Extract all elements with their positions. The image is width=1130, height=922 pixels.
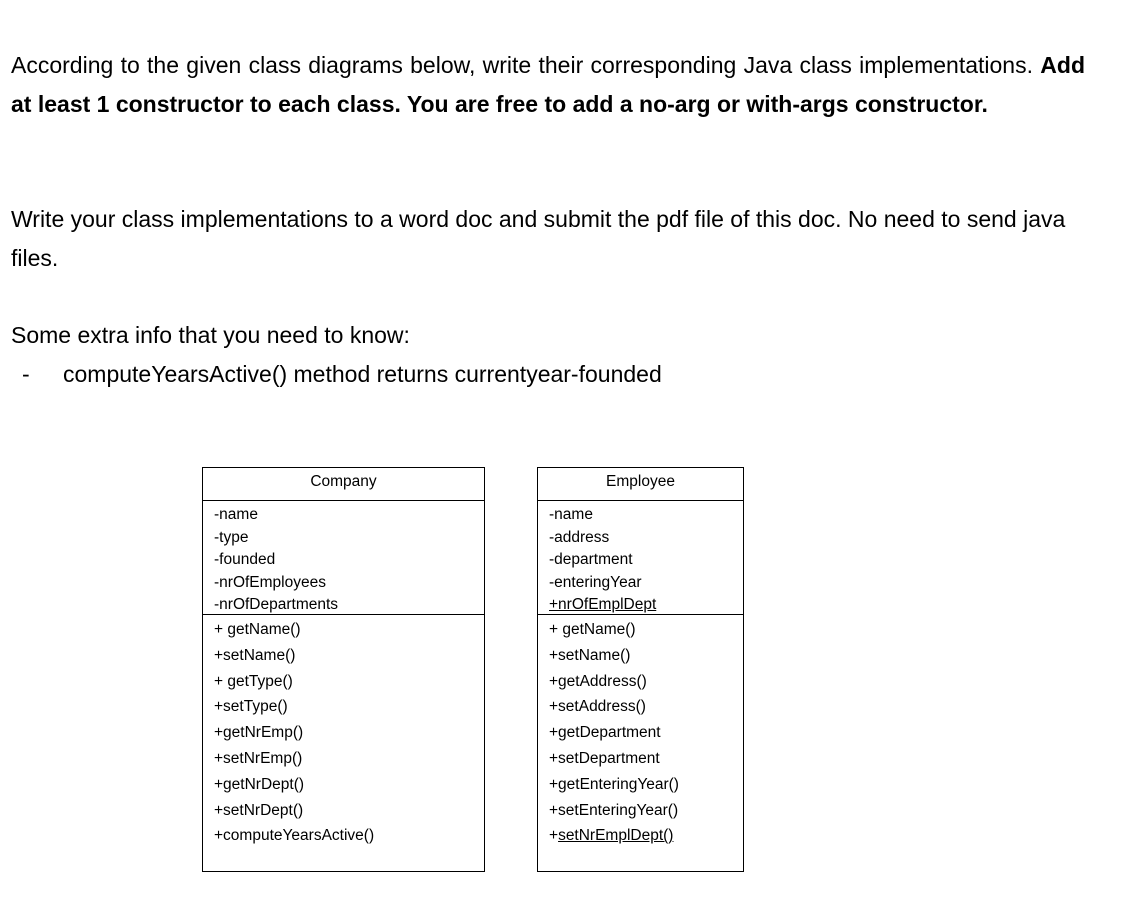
method: +setName() <box>549 646 631 664</box>
class-attributes <box>538 501 743 615</box>
attribute: -name <box>549 506 593 523</box>
method: +getDepartment <box>549 724 661 742</box>
method: +setDepartment <box>549 749 660 767</box>
method: + getType() <box>214 672 293 690</box>
extra-info-heading: Some extra info that you need to know: <box>11 322 410 348</box>
attribute: -nrOfEmployees <box>214 573 326 591</box>
method: +setType() <box>214 698 288 716</box>
attribute: -enteringYear <box>549 573 642 591</box>
class-methods <box>538 615 743 849</box>
attribute: -founded <box>214 551 276 568</box>
attribute: -type <box>214 528 249 546</box>
static-attribute: +nrOfEmplDept <box>549 596 657 613</box>
method: +setName() <box>214 646 296 664</box>
class-name: Company <box>203 468 484 501</box>
attribute: -department <box>549 551 633 568</box>
attribute: -address <box>549 528 610 546</box>
method: +getAddress() <box>549 672 647 690</box>
attribute: -name <box>214 506 258 523</box>
method-name: setNrEmplDept() <box>558 827 674 845</box>
attribute: -nrOfDepartments <box>214 596 339 613</box>
method: +computeYearsActive() <box>214 827 375 845</box>
extra-info-bullet <box>22 355 662 394</box>
method: +setEnteringYear() <box>549 801 679 819</box>
bullet-dash: - <box>22 361 30 387</box>
method: +setAddress() <box>549 698 646 716</box>
instructions-text: According to the given class diagrams below, write their corresponding Java class implementations. <box>11 52 1033 78</box>
class-methods <box>203 615 484 849</box>
method: + getName() <box>214 621 301 638</box>
bullet-text: computeYearsActive() method returns currentyear-founded <box>63 361 662 387</box>
method-visibility: + <box>549 827 559 845</box>
instructions-paragraph <box>11 46 1085 123</box>
class-attributes <box>203 501 484 615</box>
class-name: Employee <box>538 468 743 501</box>
method: +setNrDept() <box>214 801 304 819</box>
constructor-requirement: Add at least 1 constructor to each class. You are free to add a no-arg or with-args constructor. <box>11 52 1086 117</box>
employee-class-diagram <box>537 467 744 872</box>
method: +setNrEmp() <box>214 749 303 767</box>
method: +getEnteringYear() <box>549 775 679 793</box>
method: +getNrDept() <box>214 775 305 793</box>
company-class-diagram <box>202 467 485 872</box>
submission-paragraph: Write your class implementations to a word doc and submit the pdf file of this doc. No need to send java files. <box>11 206 1066 271</box>
method: +getNrEmp() <box>214 724 304 742</box>
static-method <box>549 823 743 849</box>
method: + getName() <box>549 621 636 638</box>
